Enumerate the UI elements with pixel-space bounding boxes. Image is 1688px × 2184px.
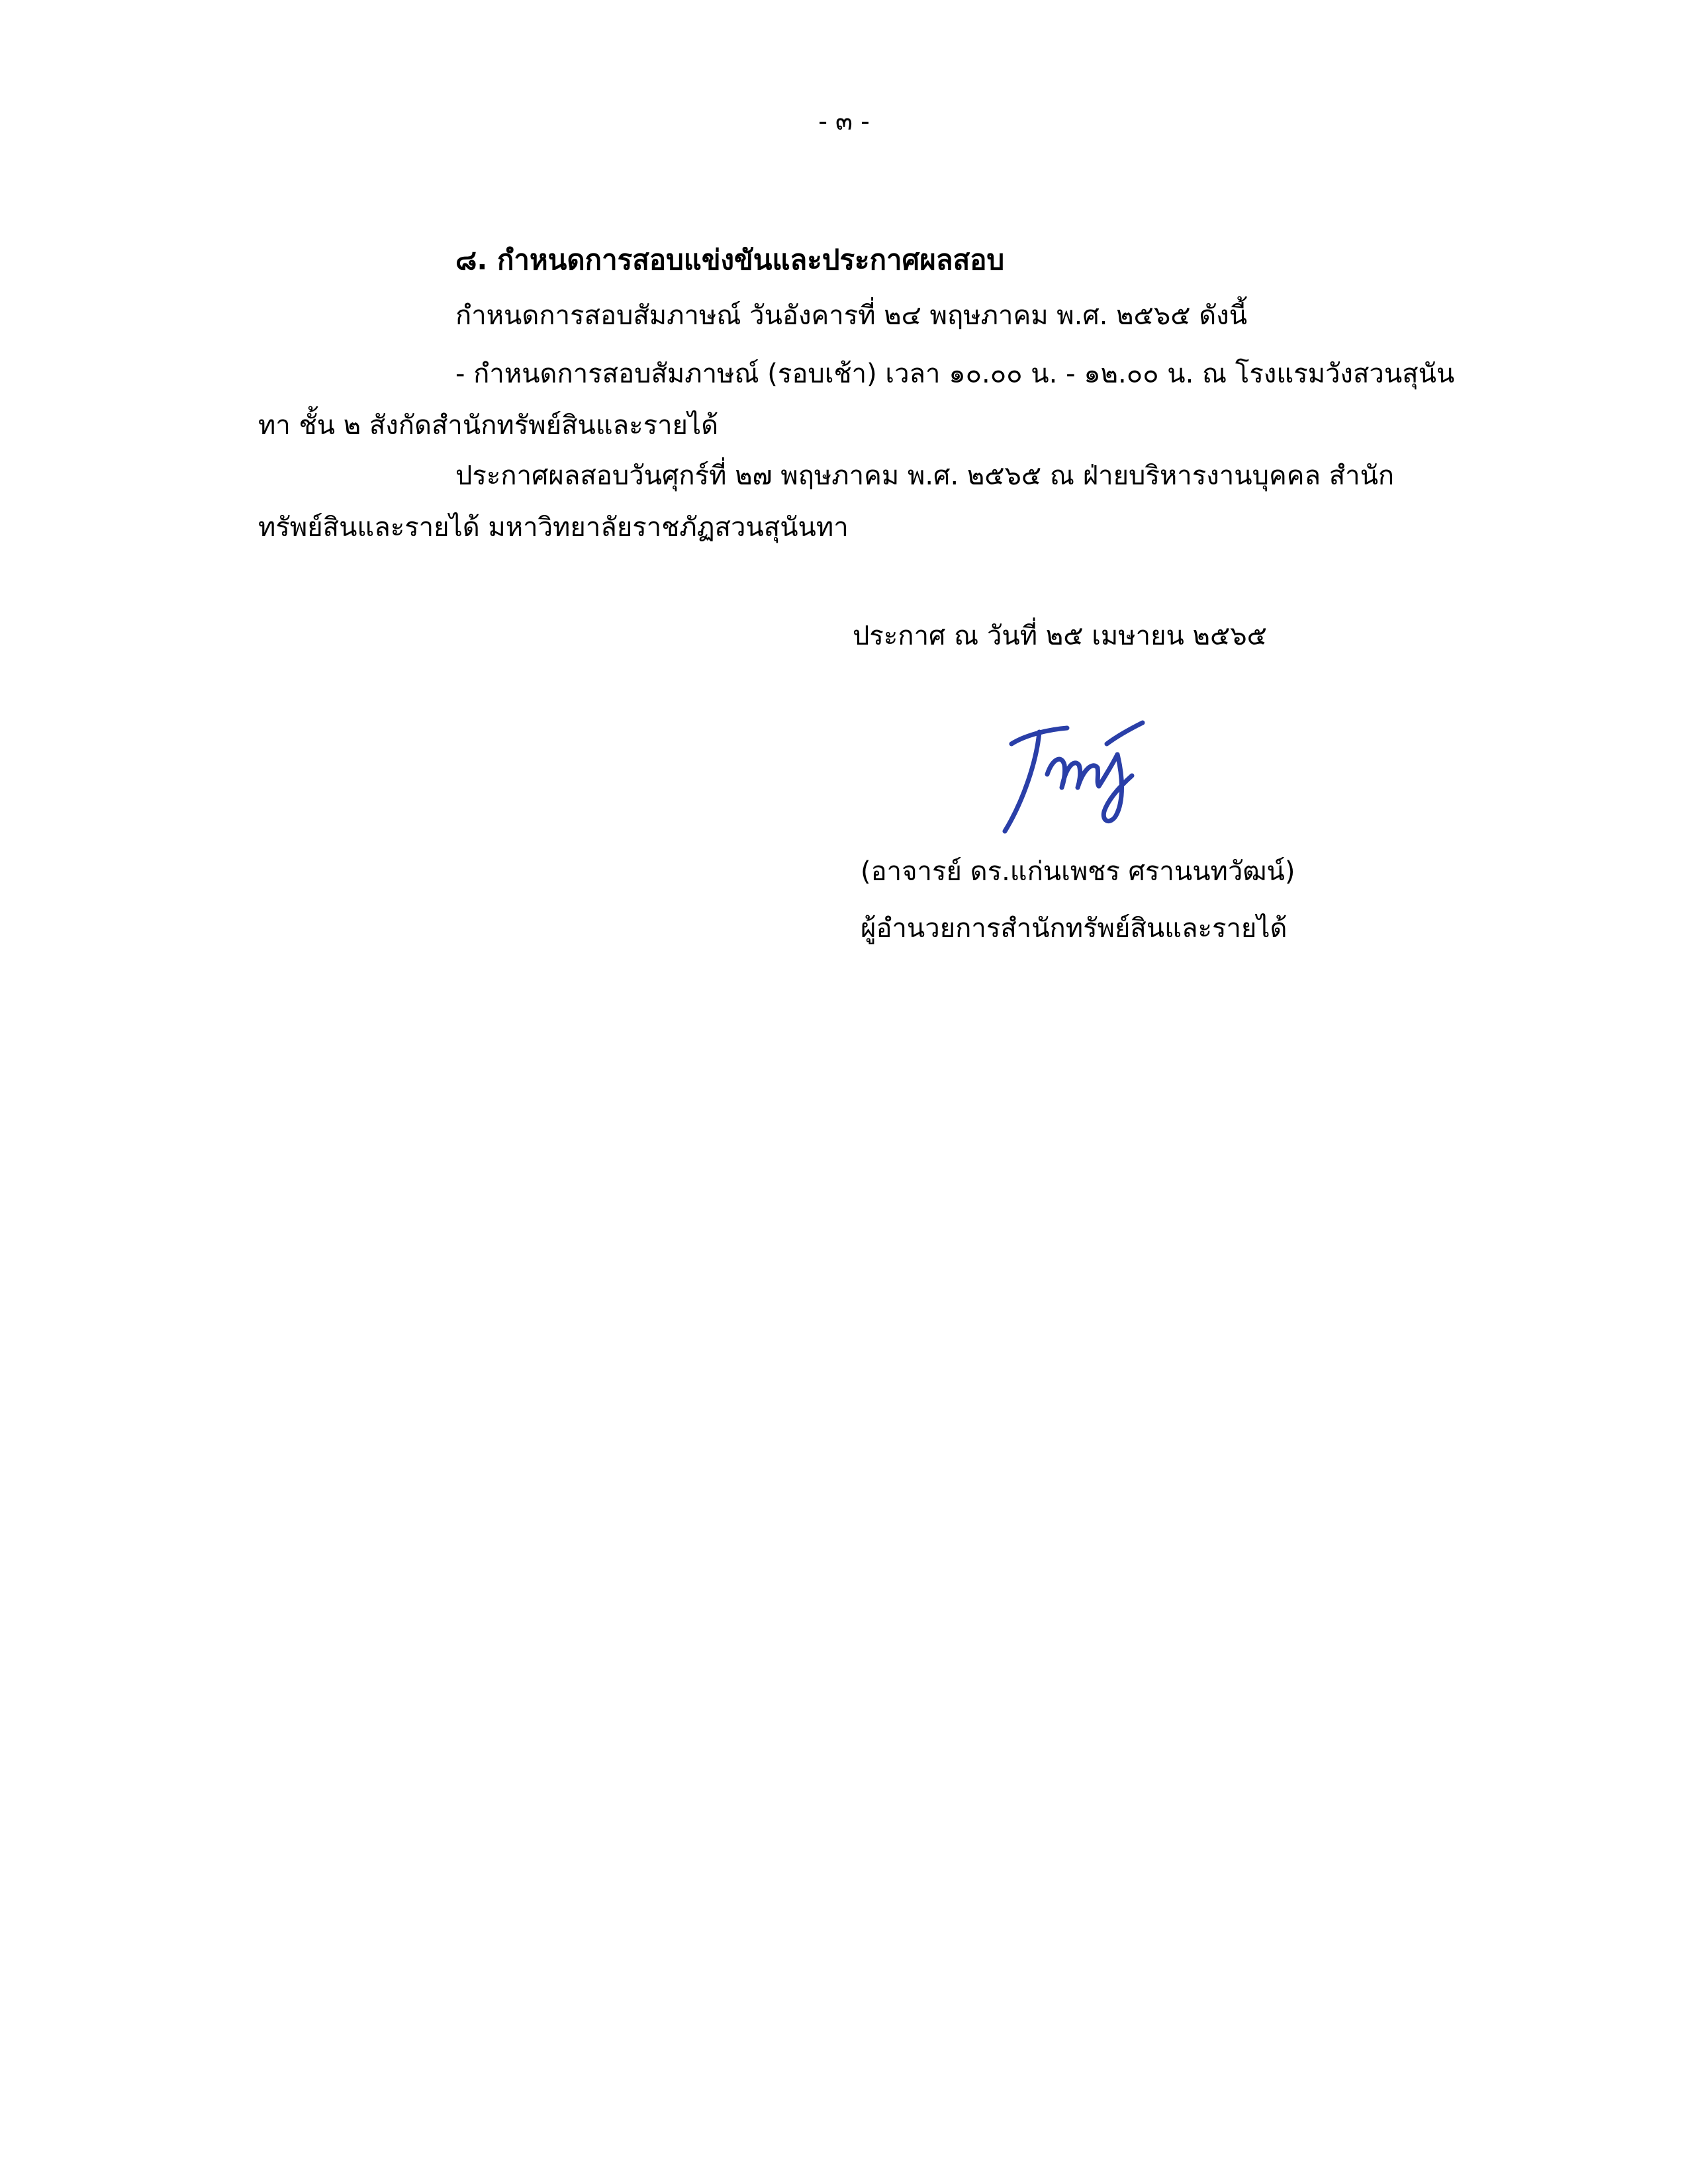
results-line-1: ประกาศผลสอบวันศุกร์ที่ ๒๗ พฤษภาคม พ.ศ. ๒๕๖๕ ณ ฝ่ายบริหารงานบุคคล สำนัก	[455, 461, 1395, 491]
morning-session-paragraph	[258, 348, 1503, 451]
signer-position: ผู้อำนวยการสำนักทรัพย์สินและรายได้	[861, 913, 1288, 944]
interview-date-paragraph	[258, 290, 1503, 341]
signer-name: (อาจารย์ ดร.แก่นเพชร ศรานนทวัฒน์)	[861, 856, 1295, 887]
interview-date-text: กำหนดการสอบสัมภาษณ์ วันอังคารที่ ๒๔ พฤษภาคม พ.ศ. ๒๕๖๕ ดังนี้	[455, 300, 1248, 331]
morning-session-line-1: - กำหนดการสอบสัมภาษณ์ (รอบเช้า) เวลา ๑๐.๐๐ น. - ๑๒.๐๐ น. ณ โรงแรมวังสวนสุนัน	[455, 359, 1455, 389]
section-heading: ๘. กำหนดการสอบแข่งขันและประกาศผลสอบ	[455, 244, 1005, 276]
announcement-date: ประกาศ ณ วันที่ ๒๕ เมษายน ๒๕๖๕	[853, 621, 1267, 651]
results-paragraph	[258, 450, 1503, 553]
morning-session-line-2: ทา ชั้น ๒ สังกัดสำนักทรัพย์สินและรายได้	[258, 410, 719, 441]
results-line-2: ทรัพย์สินและรายได้ มหาวิทยาลัยราชภัฏสวนสุนันทา	[258, 512, 849, 543]
handwritten-signature	[993, 702, 1178, 847]
page-number: - ๓ -	[818, 107, 870, 136]
